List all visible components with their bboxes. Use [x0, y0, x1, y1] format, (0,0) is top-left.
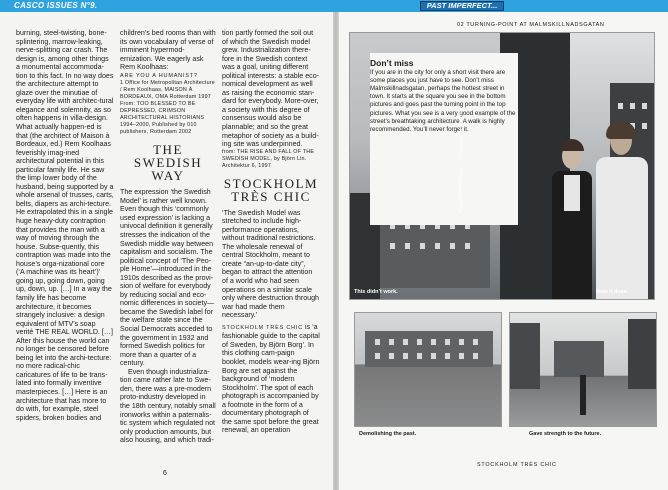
credit-crimson: From: TOO BLESSED TO BE DEPRESSED, CRIMSON ARCHITECTURAL HISTORIANS 1994–2000, Published by 010 publishers, Rotterdam 2002 [120, 101, 205, 136]
column-2-intro: children’s bed rooms than with its own vocabulary of verse of imminent hypermod-ernization. We eagerly ask Rem Koolhaas: [120, 29, 216, 72]
photo-demolishing [354, 312, 502, 427]
heading-stockholm-line1: STOCKHOLM [223, 175, 319, 191]
heading-swedish-way-line1: THE SWEDISH [133, 142, 203, 171]
dont-miss-note [370, 53, 518, 225]
heading-swedish-way [120, 143, 216, 182]
heading-stockholm-tres-chic [222, 177, 320, 203]
photo-after [500, 33, 655, 300]
photo-credit: PHOTOGRAPHED BY ... / STOCKHOLM ARCHIVE [458, 107, 463, 213]
stockholm-body: is ‘a fashionable guide to the capital of Sweden, by Björn Borg’. In this clothing cam-paign booklet, models wear-ing Björn Borg are set against the background of ‘modern Stockholm’. The spot of each photograph is accompanied by a footnote in the form of a documentary photograph of the same spot before the great renewal, an operation [222, 322, 320, 435]
heading-swedish-way-line2: WAY [151, 168, 185, 184]
running-footer: STOCKHOLM TRÈS CHIC [477, 462, 557, 468]
header-band [0, 0, 668, 12]
photo-future [509, 312, 657, 427]
column-1-text: burning, steel-twisting, bone-splintering, marrow-leaking, nerve-splitting car crash. The design is, among other things a monumental accommoda-tion to this fact. In no way does the architecture attempt to glaze over the minutiae of everyday life with architec-tural elegance and solemnity, as so often happens in villa-design. What actually happen-ed is that (the architect of Maison à Bordeaux, ed.) Rem Koolhaas feverishly imag-ined architectural potential in this particular family life. He saw the limp lower body of the husband, being supported by a whole arsenal of trusses, carts, belts, diapers as archi-tecture. He extrapolated this in a single huge heavy-duty contraption that provides the man with a way of moving through the house. Subse-quently, this contraption was made into the house’s orga-nizational core (‘A machine was its heart’)’ going up, going down, going up, down, up. […] In a way the family life has become architecture, it becomes strangely inclusive: a design equivalent of MTV’s soap verité THE REAL WORLD. […] After this house the world can no longer be censored before being let into the archi-tecture: no more radical-chic caricatures of life to be trans-lated into formally inventive masterpieces. […] Here is an architecture that has more to do with, for example, steel spiders, broken bodies and [16, 29, 114, 422]
note-title: Don’t miss [370, 58, 414, 68]
note-body: If you are in the city for only a short visit there are some places you just have to see. Don’t miss Malmskillnadsgatan, perhaps the hottest street in town. It starts at the square you see in the bottom pictures and goes past the turning point in the top pictures. What you see is a very good example of the street’s breathtaking architecture. A walk is highly recommended. You’ll never forget it. [370, 69, 516, 133]
credit-oma: 1 Office for Metropolitan Architecture / Rem Koolhaas, MAISON À BORDEAUX, OMA Rotterdam 1997 [120, 80, 215, 101]
caption-demolishing: Demolishing the past. [359, 431, 417, 437]
heading-stockholm-line2: TRÈS CHIC [231, 188, 311, 204]
stockholm-quote: ‘The Swedish Model was stretched to include high-performance operations, without traditional restrictions. The wholesale renewal of central Stockholm, meant to create “an-up-to-date city”, began to attract the attention of a world who had seen operations on a similar scale only where destruction through war had made them necessary.’ [222, 208, 320, 320]
figure-caption: 02 TURNING-POINT AT MALMSKILLNADSGATAN [457, 22, 605, 28]
caption-future: Gave strength to the future. [529, 431, 602, 437]
caption-after: Now it does. [596, 289, 629, 295]
magazine-issue-title: CASCO ISSUES N°9. [14, 1, 98, 10]
section-title-badge: PAST IMPERFECT... [420, 1, 504, 11]
model-woman [550, 143, 594, 300]
swedish-way-body-2: Even though industrializa-tion came rather late to Swe-den, there was a pre-modern proto-industry developed in the 18th century, notably small ironworks within a paternalis-tic system which regulated not only production amounts, but also housing, and which tradi- [120, 367, 216, 445]
swedish-way-body: The expression ‘the Swedish Model’ is rather well known. Even though this ‘commonly used expression’ is lacking a univocal definition it generally stresses the indication of the Swedish middle way between capitalism and socialism. The political concept of ‘The Peo-ple Home’—introduced in the 1910s described as the provi-sion of welfare for everybody by reducing social and eco-nomic differences in society—became the Swedish label for the welfare state since the Social Democrats acceded to the government in 1932 and formed Swedish politics for more than a quarter of a century. [120, 188, 215, 368]
column-2 [120, 29, 216, 445]
model-man [592, 125, 652, 300]
column-3-top: tion partly formed the soil out of which the Swedish model grew. Industrialization there-fore in the Swedish context was a goal, uniting different political interests: a stable eco-nomical development as well as raising the economic stan-dard for everybody. More-over, a society with this degree of consensus would also be plannable; and so the great metaphor of society as a build-ing site was underpinned. [222, 29, 319, 149]
stockholm-title-caps: STOCKHOLM TRÈS CHIC [222, 324, 304, 331]
credit-lin: from: THE RISE AND FALL OF THE SWEDISH MODEL, by Björn Lin. Architektur 6, 1997 [222, 148, 315, 169]
main-photo [349, 32, 655, 300]
page-number: 6 [163, 470, 167, 477]
caption-before: This didn’t work. [354, 289, 398, 295]
right-page [339, 12, 668, 490]
column-1 [16, 29, 114, 422]
humanist-question: ARE YOU A HUMANIST? [120, 72, 198, 79]
column-3 [222, 29, 320, 435]
left-page [0, 12, 333, 490]
